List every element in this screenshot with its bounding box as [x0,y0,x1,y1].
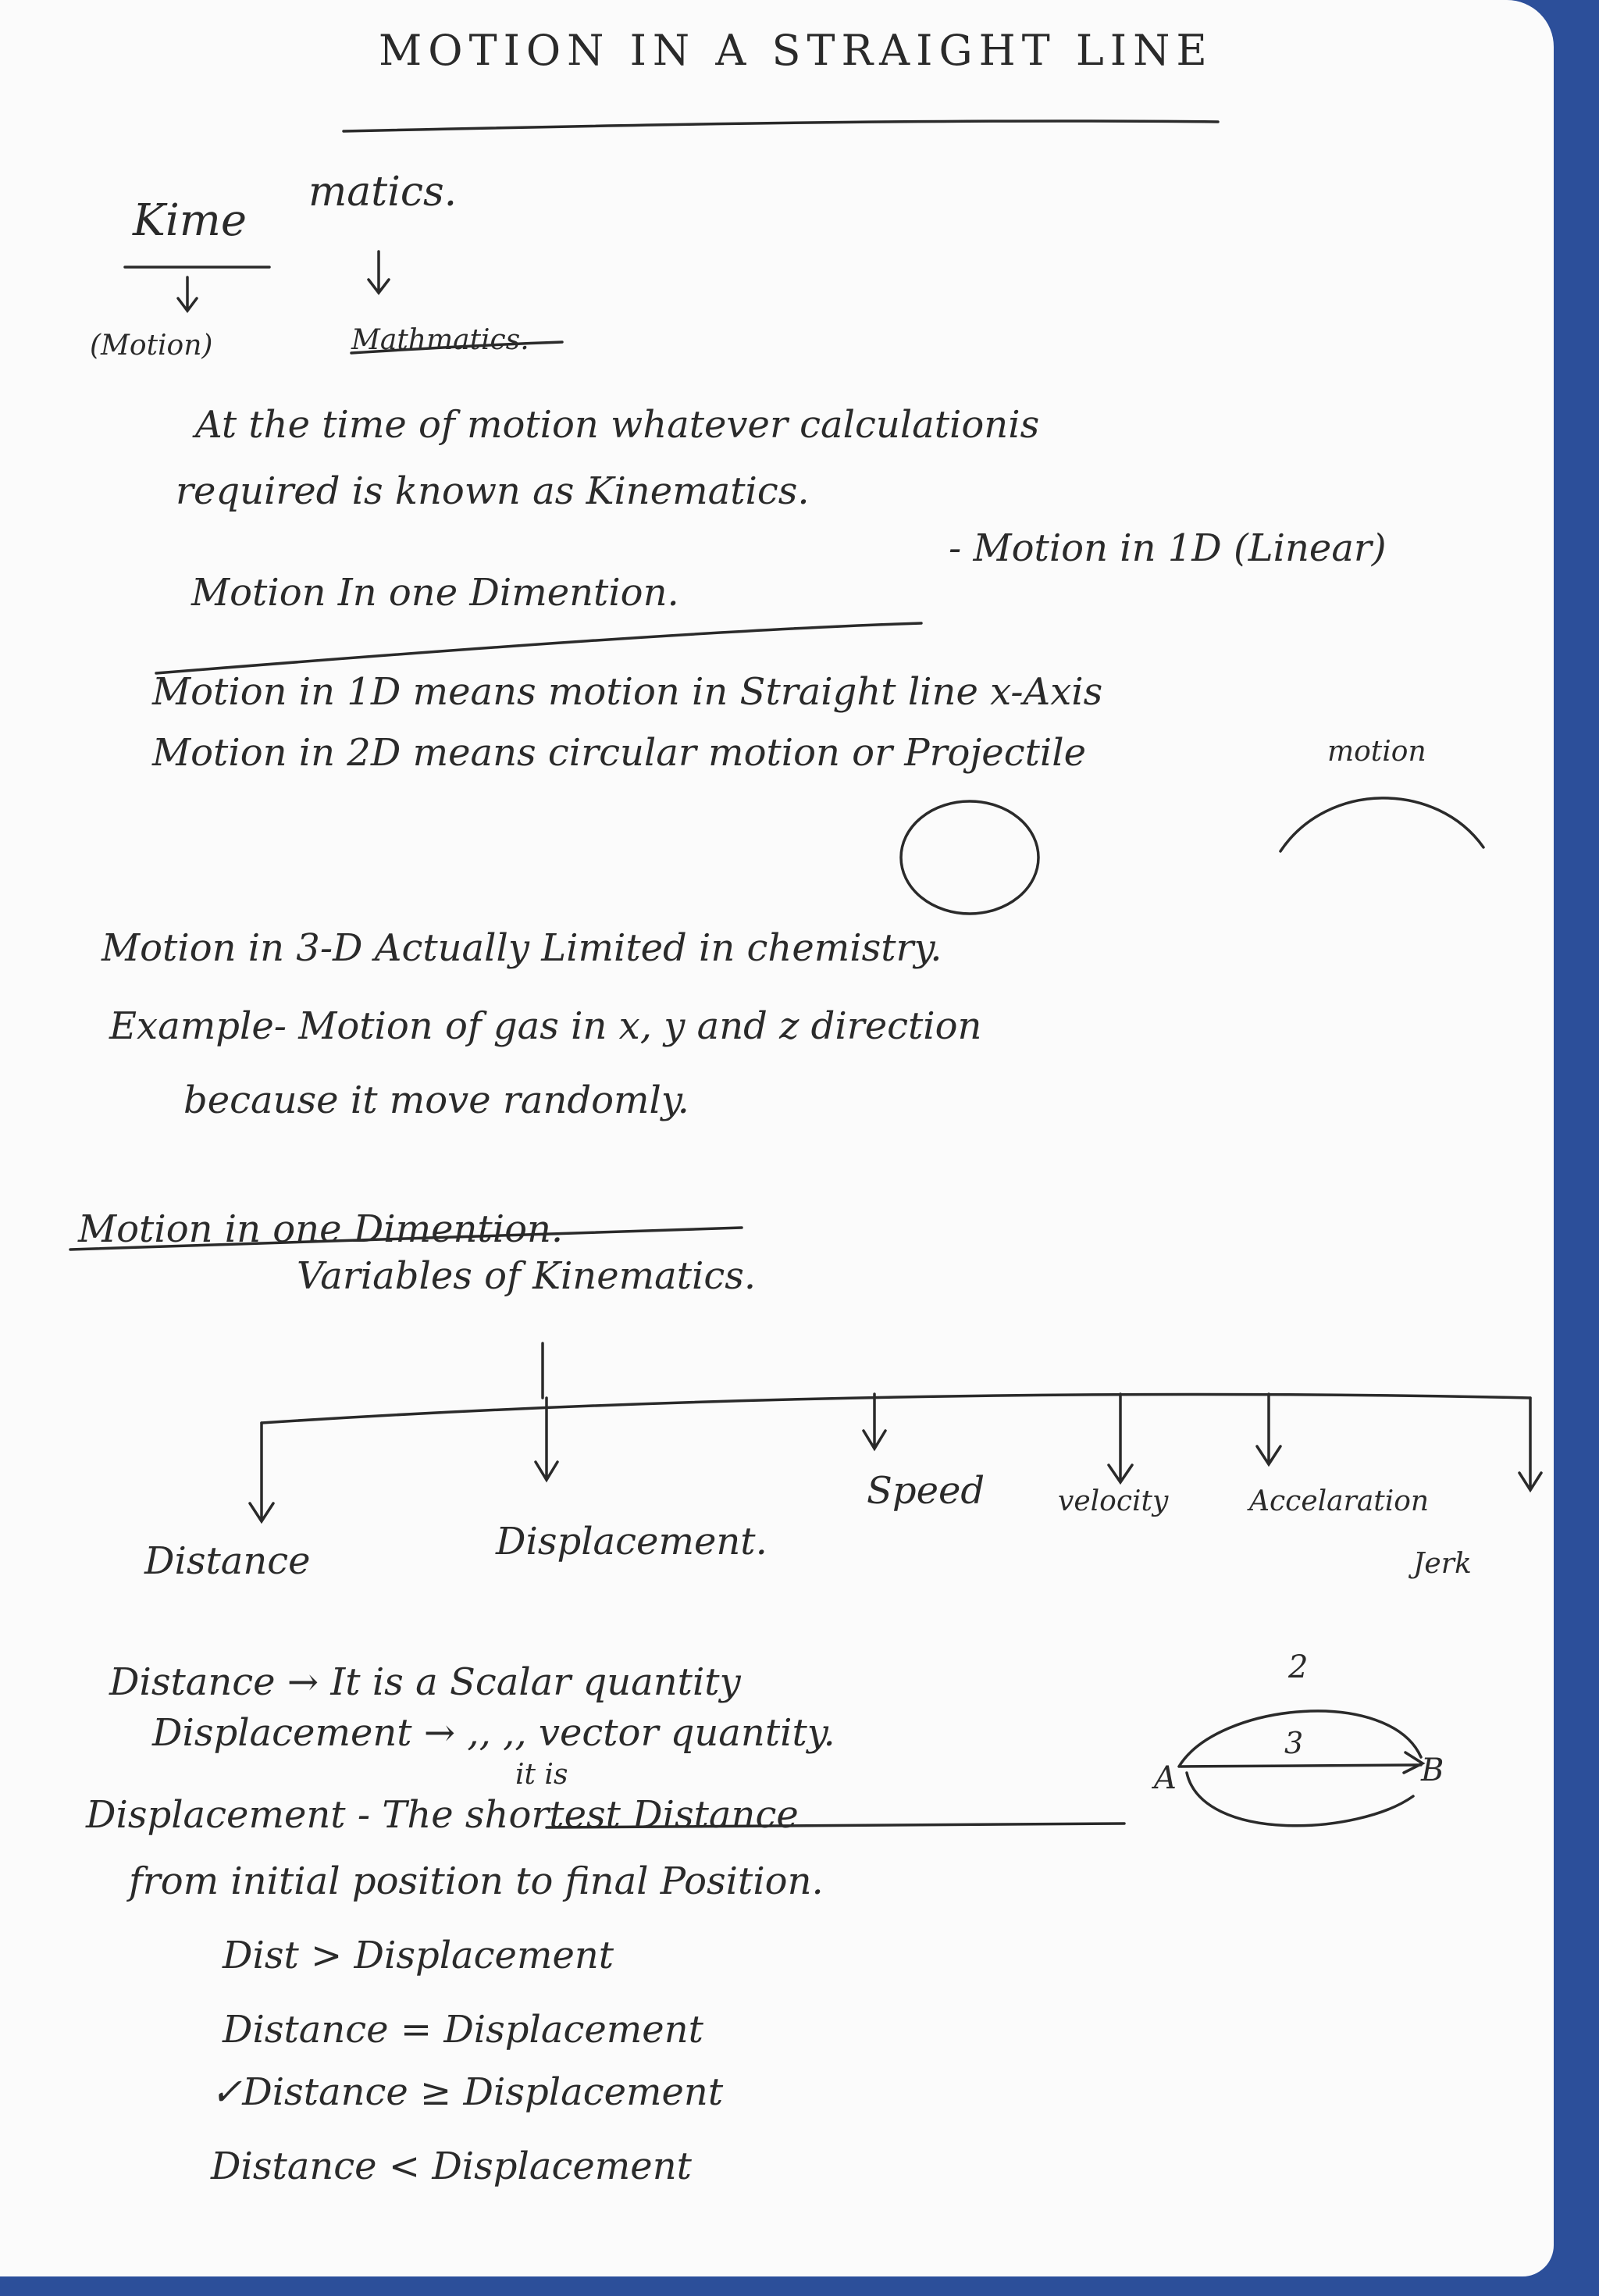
distance-displacement-diagram [1151,1649,1444,1826]
one-d-underline [156,623,921,673]
diagram-point-b: B [1421,1752,1444,1788]
variable-displacement: Displacement. [496,1520,767,1563]
motion-2d-line-cont: motion [1327,736,1426,768]
definition-line1: At the time of motion whatever calculationis [195,403,1040,447]
variable-jerk: Jerk [1413,1548,1472,1580]
variable-acceleration: Accelaration [1249,1485,1430,1517]
diagram-point-a: A [1154,1760,1177,1796]
variable-speed: Speed [867,1469,985,1513]
diagram-curve-label: 2 [1288,1649,1309,1685]
page-title: MOTION IN A STRAIGHT LINE [379,26,1213,75]
variables-tree [250,1343,1541,1521]
it-is-note: it is [515,1759,568,1791]
relation-1: Dist > Displacement [223,1934,614,1977]
projectile-motion-sketch [1280,798,1483,851]
shortest-distance-underline [547,1824,1124,1827]
motion-1d-line: Motion in 1D means motion in Straight line x-Axis [152,670,1103,714]
one-d-heading: Motion In one Dimention. [191,571,679,615]
relation-3: ✓Distance ≥ Displacement [211,2070,724,2114]
diagram-straight-label: 3 [1284,1726,1304,1760]
variables-subheading: Variables of Kinematics. [297,1254,757,1298]
motion-3d-line: Motion in 3-D Actually Limited in chemistry. [101,926,942,970]
kime-arrow [178,277,197,311]
matics-arrow [369,251,389,293]
relation-2: Distance = Displacement [223,2008,703,2052]
distance-scalar-line: Distance → It is a Scalar quantity [109,1660,741,1704]
circular-motion-sketch [901,801,1038,914]
displacement-vector-line: Displacement → ,, ,, vector quantity. [152,1711,835,1755]
example-line: Example- Motion of gas in x, y and z direction [109,1004,982,1048]
motion-2d-line: Motion in 2D means circular motion or Projectile [152,731,1086,775]
displacement-definition: Displacement - The shortest Distance [86,1793,799,1837]
relation-4: Distance < Displacement [211,2144,692,2188]
variable-velocity: velocity [1058,1485,1169,1517]
definition-line2: required is known as Kinematics. [176,469,810,513]
variable-distance: Distance [144,1539,311,1583]
kinematics-part1: Kime [133,195,247,246]
title-underline [344,121,1218,131]
displacement-definition-cont: from initial position to final Position. [129,1859,824,1903]
variables-heading-underline [70,1228,742,1250]
mathmatics-underline [351,342,562,353]
kinematics-part1-meaning: (Motion) [90,330,213,362]
example-line-cont: because it move randomly. [183,1078,689,1122]
variables-heading: Motion in one Dimention. [78,1207,564,1251]
kinematics-part2-meaning: Mathmatics. [351,324,529,356]
one-d-heading-aside: - Motion in 1D (Linear) [949,526,1387,570]
kinematics-part2: matics. [308,169,458,216]
